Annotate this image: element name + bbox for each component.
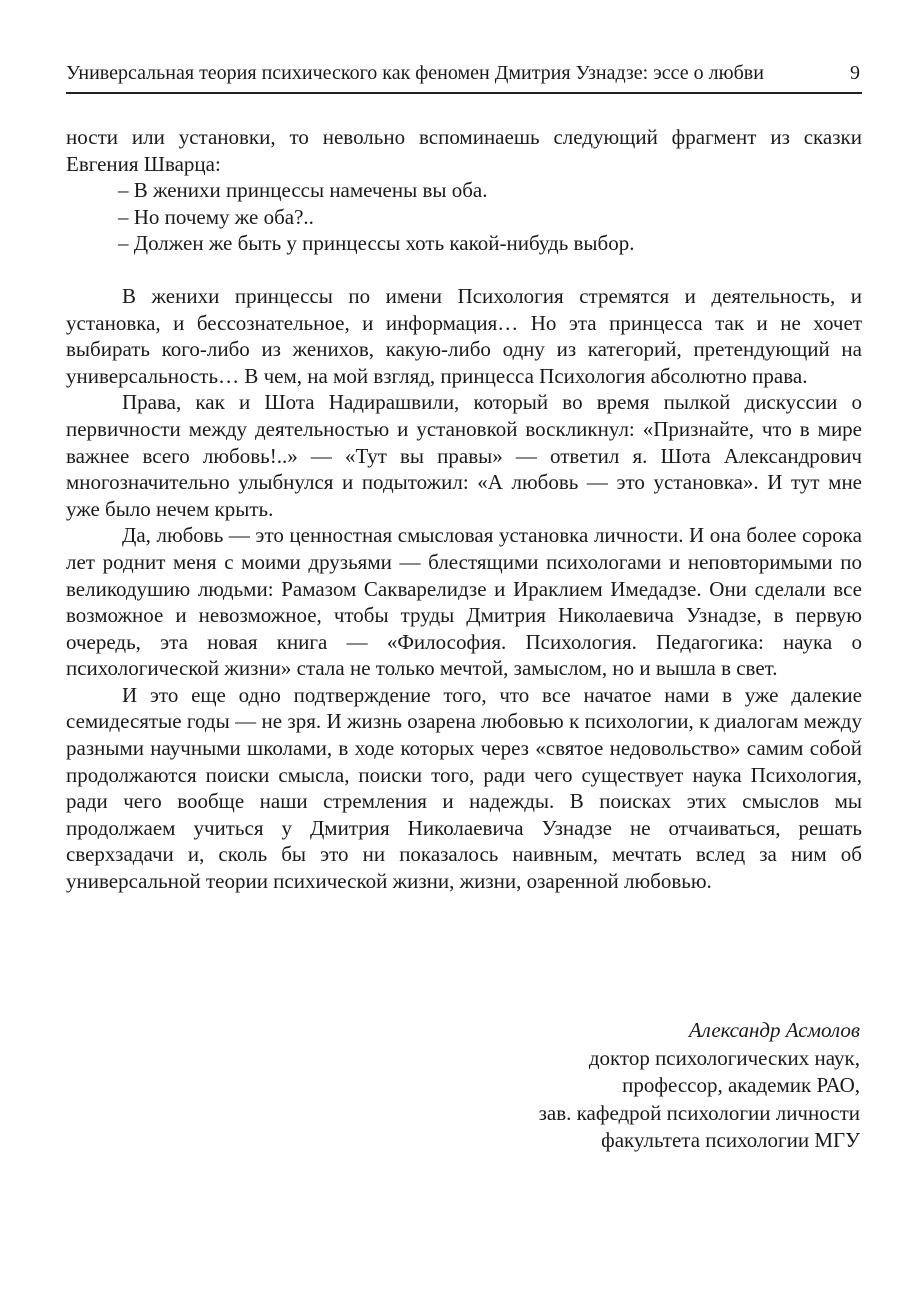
page-number: 9 xyxy=(850,62,860,84)
signature-line: доктор психологических наук, xyxy=(588,1045,860,1070)
paragraph-gap xyxy=(66,257,862,283)
signature-line: профессор, академик РАО, xyxy=(622,1073,860,1097)
running-header-title: Универсальная теория психического как феномен Дмитрия Узнадзе: эссе о любви xyxy=(66,62,764,84)
dialogue-line: – Но почему же оба?.. xyxy=(118,204,314,229)
lead-paragraph: ности или установки, то невольно вспоминаешь следующий фрагмент из сказки Евгения Шварца: xyxy=(66,125,862,176)
dialogue-line: – В женихи принцессы намечены вы оба. xyxy=(118,178,488,203)
body-paragraph: Права, как и Шота Надирашвили, который во время пылкой дискуссии о первичности между деятельностью и установкой воскликнул: «Признайте, что в мире важнее всего любовь!..» — «Тут вы правы» — ответил я. Шота Александрович многозначительно улыбнулся и подытожил: «А любовь — это установка». И тут мне уже было нечем крыть. xyxy=(66,390,862,521)
body-text xyxy=(66,124,862,895)
body-paragraph: В женихи принцессы по имени Психология стремятся и деятельность, и установка, и бессознательное, и информация… Но эта принцесса так и не хочет выбирать кого-либо из женихов, какую-либо одну из категорий, претендующий на универсальность… В чем, на мой взгляд, принцесса Психология абсолютно права. xyxy=(66,283,862,388)
running-header xyxy=(66,60,862,94)
signature-line: зав. кафедрой психологии личности xyxy=(538,1100,860,1125)
signature-line: факультета психологии МГУ xyxy=(601,1128,860,1152)
signature-author: Александр Асмолов xyxy=(688,1018,860,1042)
body-paragraph: И это еще одно подтверждение того, что все начатое нами в уже далекие семидесятые годы — не зря. И жизнь озарена любовью к психологии, к диалогам между разными научными школами, в ходе которых через «святое недовольство» самим собой продолжаются поиски смысла, поиски того, ради чего существует наука Психология, ради чего вообще наши стремления и надежды. В поисках этих смыслов мы продолжаем учиться у Дмитрия Николаевича Узнадзе не отчаиваться, решать сверхзадачи и, сколь бы это ни показалось наивным, мечтать вслед за ним об универсальной теории психической жизни, жизни, озаренной любовью. xyxy=(66,682,862,894)
dialogue-line: – Должен же быть у принцессы хоть какой-нибудь выбор. xyxy=(118,231,635,256)
signature-block xyxy=(360,1017,860,1155)
body-paragraph: Да, любовь — это ценностная смысловая установка личности. И она более сорока лет роднит меня с моими друзьями — блестящими психологами и неповторимыми по великодушию людьми: Рамазом Сакварелидзе и Ираклием Имедадзе. Они сделали все возможное и невозможное, чтобы труды Дмитрия Николаевича Узнадзе, в первую очередь, эта новая книга — «Философия. Психология. Педагогика: наука о психологической жизни» стала не только мечтой, замыслом, но и вышла в свет. xyxy=(66,523,862,681)
